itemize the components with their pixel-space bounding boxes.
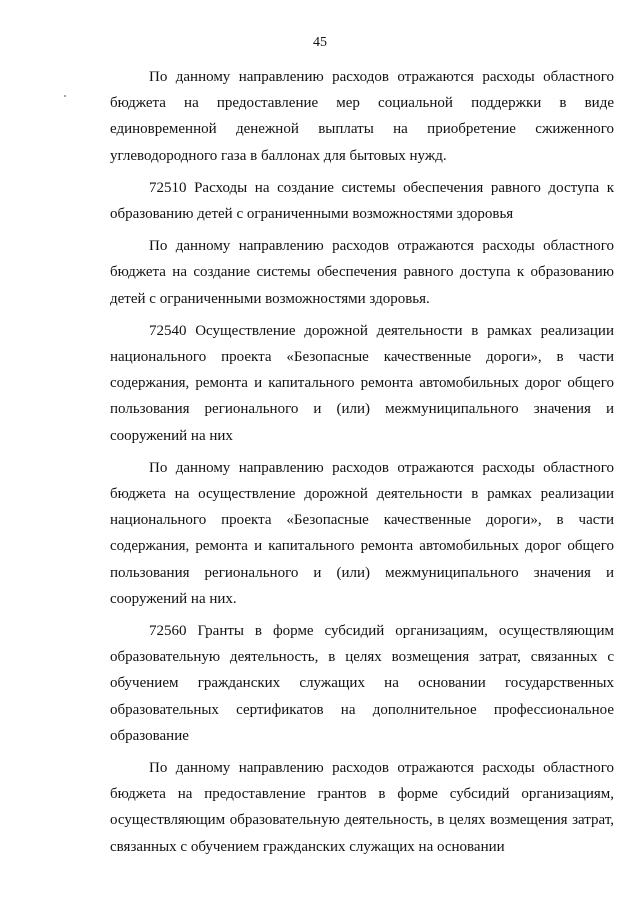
paragraph-education-grants-expenses: По данному направлению расходов отражаются расходы областного бюджета на предоставление грантов в форме субсидий организациям, осуществляющим образовательную деятельность, в целях возмещения затрат, связанных с обучением гражданских служащих на основании bbox=[110, 760, 614, 855]
scan-artifact-dot bbox=[64, 95, 66, 97]
paragraph-road-activity-expenses: По данному направлению расходов отражаются расходы областного бюджета на осуществление дорожной деятельности в рамках реализации национального проекта «Безопасные качественные дороги», в части содержания, ремонта и капитального ремонта автомобильных дорог общего пользования регионального и (или) межмуниципального значения и сооружений на них. bbox=[110, 459, 614, 607]
heading-72540-road-activity: 72540 Осуществление дорожной деятельности в рамках реализации национального проекта «Безопасные качественные дороги», в части содержания, ремонта и капитального ремонта автомобильных дорог общего пользования регионального и (или) межмуниципального значения и сооружений на них bbox=[110, 322, 614, 444]
paragraph-equal-access-education-expenses: По данному направлению расходов отражаются расходы областного бюджета на создание системы обеспечения равного доступа к образованию детей с ограниченными возможностями здоровья. bbox=[110, 238, 614, 307]
page-number: 45 bbox=[313, 35, 327, 50]
paragraph-gas-cylinders-expenses: По данному направлению расходов отражаются расходы областного бюджета на предоставление мер социальной поддержки в виде единовременной денежной выплаты на приобретение сжиженного углеводородного газа в баллонах для бытовых нужд. bbox=[110, 69, 614, 164]
heading-72560-education-grants: 72560 Гранты в форме субсидий организациям, осуществляющим образовательную деятельность, в целях возмещения затрат, связанных с обучением гражданских служащих на основании государственных образовательных сертификатов на дополнительное профессиональное образование bbox=[110, 623, 614, 744]
page-body bbox=[110, 64, 614, 866]
heading-72510-equal-access-education: 72510 Расходы на создание системы обеспечения равного доступа к образованию детей с ограниченными возможностями здоровья bbox=[110, 179, 614, 223]
